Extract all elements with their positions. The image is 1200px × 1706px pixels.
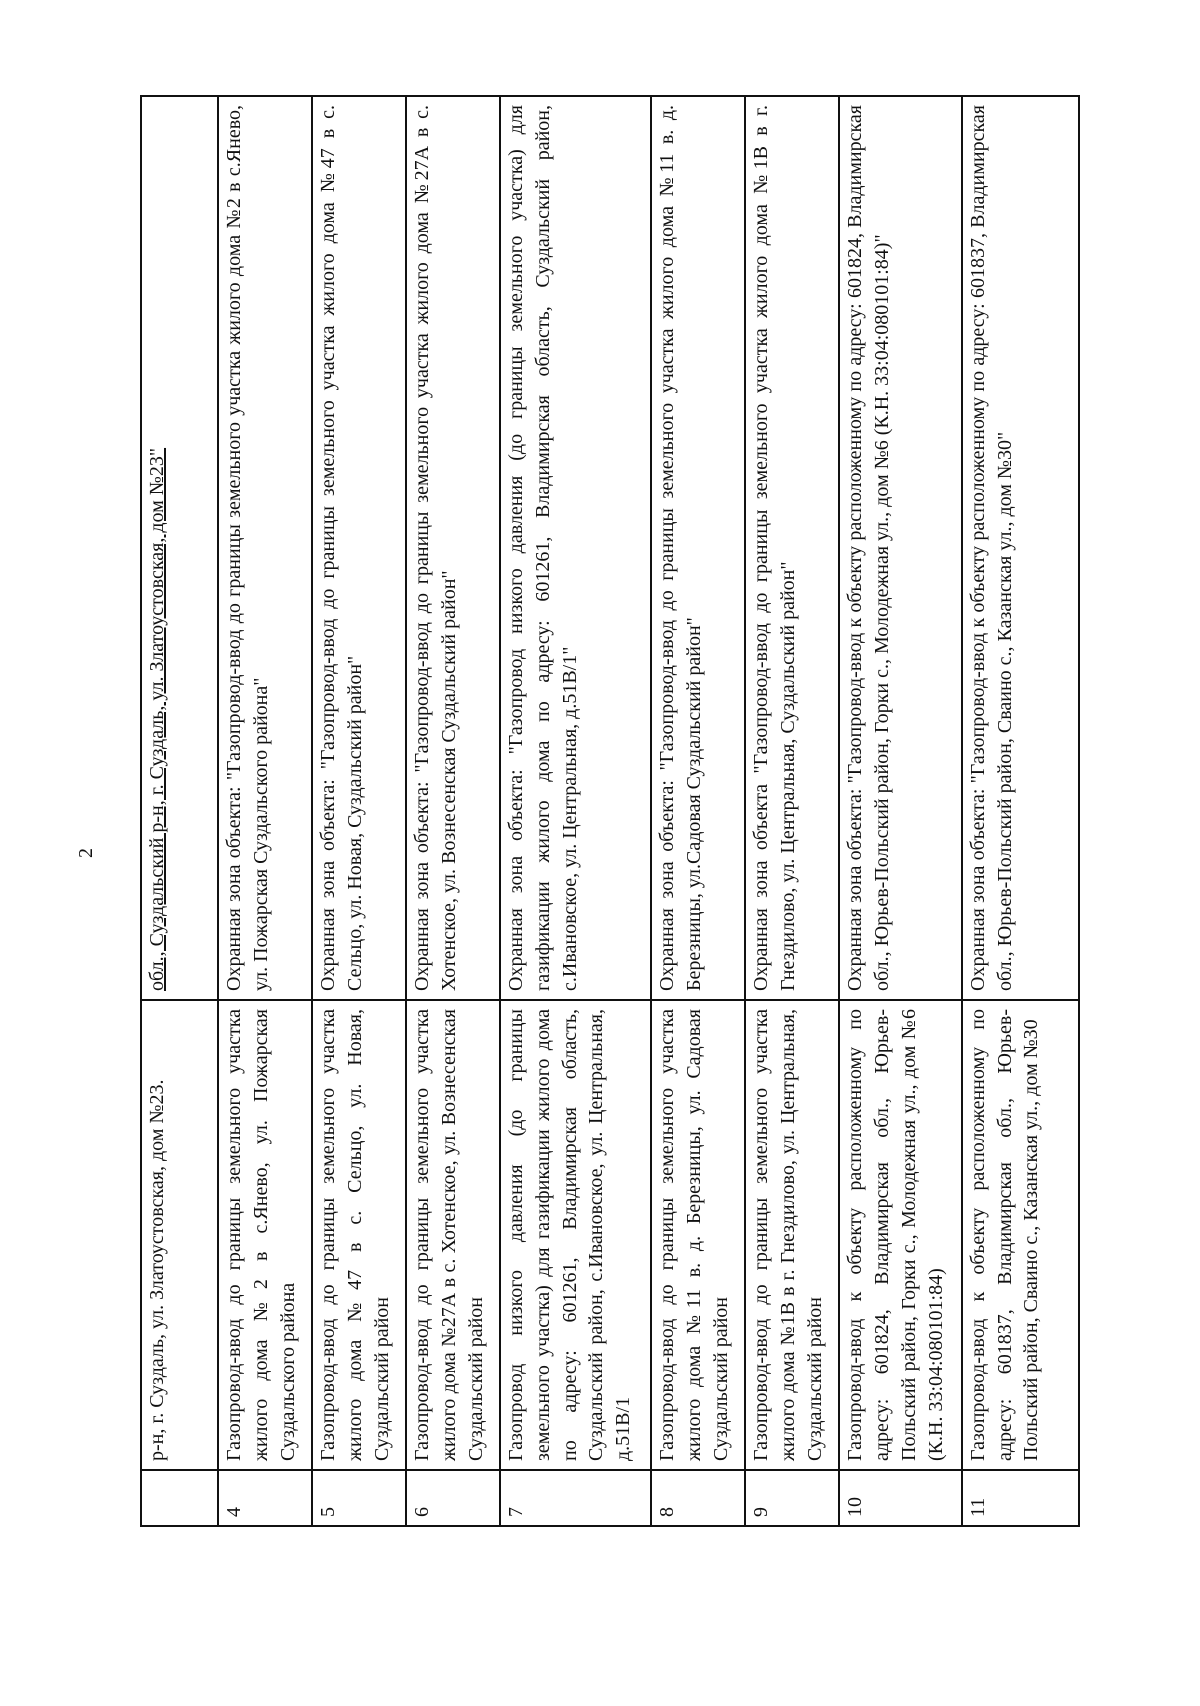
object-description-cell: р-н, г. Суздаль, ул. Златоустовская, дом №23. [141,1000,218,1470]
row-number-cell: 10 [839,1470,962,1526]
protection-zone-cell: Охранная зона объекта: "Газопровод-ввод к объекту расположенному по адресу: 601824, Владимирская обл., Юрьев-Польский район, Горки с., Молодежная ул., дом №6 (К.Н. 33:04:080101:84)" [839,96,962,1000]
table-row [745,96,839,1526]
object-description-cell: Газопровод-ввод до границы земельного участка жилого дома №47 в с. Сельцо, ул. Новая, Суздальский район [312,1000,406,1470]
protection-zone-cell: обл., Суздальский р-н, г. Суздаль, ул. Златоустовская, дом №23" [141,96,218,1000]
object-description-cell: Газопровод-ввод к объекту расположенному по адресу: 601824, Владимирская обл., Юрьев-Польский район, Горки с., Молодежная ул., дом №6 (К.Н. 33:04:080101:84) [839,1000,962,1470]
object-description-cell: Газопровод-ввод до границы земельного участка жилого дома №1В в г. Гнездилово, ул. Центральная, Суздальский район [745,1000,839,1470]
protection-zone-cell: Охранная зона объекта: "Газопровод-ввод к объекту расположенному по адресу: 601837, Владимирская обл., Юрьев-Польский район, Сваино с., Казанская ул., дом №30" [962,96,1079,1000]
row-number-cell: 9 [745,1470,839,1526]
row-number-cell: 7 [500,1470,651,1526]
protection-zone-cell: Охранная зона объекта: "Газопровод-ввод до границы земельного участка жилого дома №47 в с. Сельцо, ул. Новая, Суздальский район" [312,96,406,1000]
table-row [218,96,312,1526]
protection-zone-cell: Охранная зона объекта: "Газопровод-ввод до границы земельного участка жилого дома №11 в. д. Березницы, ул.Садовая Суздальский район" [651,96,745,1000]
object-description-cell: Газопровод-ввод до границы земельного участка жилого дома №11 в. д. Березницы, ул. Садовая Суздальский район [651,1000,745,1470]
row-number-cell: 5 [312,1470,406,1526]
table-row [962,96,1079,1526]
object-description-cell: Газопровод-ввод до границы земельного участка жилого дома №2 в с.Янево, ул. Пожарская Суздальского района [218,1000,312,1470]
row-number-cell: 11 [962,1470,1079,1526]
rotated-table-container [140,97,1080,1527]
table-row [406,96,500,1526]
row-number-cell: 4 [218,1470,312,1526]
page-number: 2 [75,848,97,858]
table-row [839,96,962,1526]
table-row [651,96,745,1526]
table-row [141,96,218,1526]
row-number-cell: 8 [651,1470,745,1526]
protection-zone-cell: Охранная зона объекта: "Газопровод-ввод до границы земельного участка жилого дома №27А в с. Хотенское, ул. Вознесенская Суздальский район" [406,96,500,1000]
object-description-cell: Газопровод-ввод к объекту расположенному по адресу: 601837, Владимирская обл., Юрьев-Польский район, Сваино с., Казанская ул., дом №30 [962,1000,1079,1470]
protection-zones-table [140,95,1080,1527]
table-row [500,96,651,1526]
object-description-cell: Газопровод низкого давления (до границы земельного участка) для газификации жилого дома по адресу: 601261, Владимирская область, Суздальский район, с.Ивановское, ул. Центральная, д.51В/1 [500,1000,651,1470]
protection-zone-cell: Охранная зона объекта: "Газопровод-ввод до границы земельного участка жилого дома №2 в с.Янево, ул. Пожарская Суздальского района" [218,96,312,1000]
row-number-cell [141,1470,218,1526]
table-row [312,96,406,1526]
object-description-cell: Газопровод-ввод до границы земельного участка жилого дома №27А в с. Хотенское, ул. Вознесенская Суздальский район [406,1000,500,1470]
protection-zone-cell: Охранная зона объекта "Газопровод-ввод до границы земельного участка жилого дома №1В в г. Гнездилово, ул. Центральная, Суздальский район" [745,96,839,1000]
protection-zone-cell: Охранная зона объекта: "Газопровод низкого давления (до границы земельного участка) для газификации жилого дома по адресу: 601261, Владимирская область, Суздальский район, с.Ивановское, ул. Центральная, д.51В/1" [500,96,651,1000]
row-number-cell: 6 [406,1470,500,1526]
